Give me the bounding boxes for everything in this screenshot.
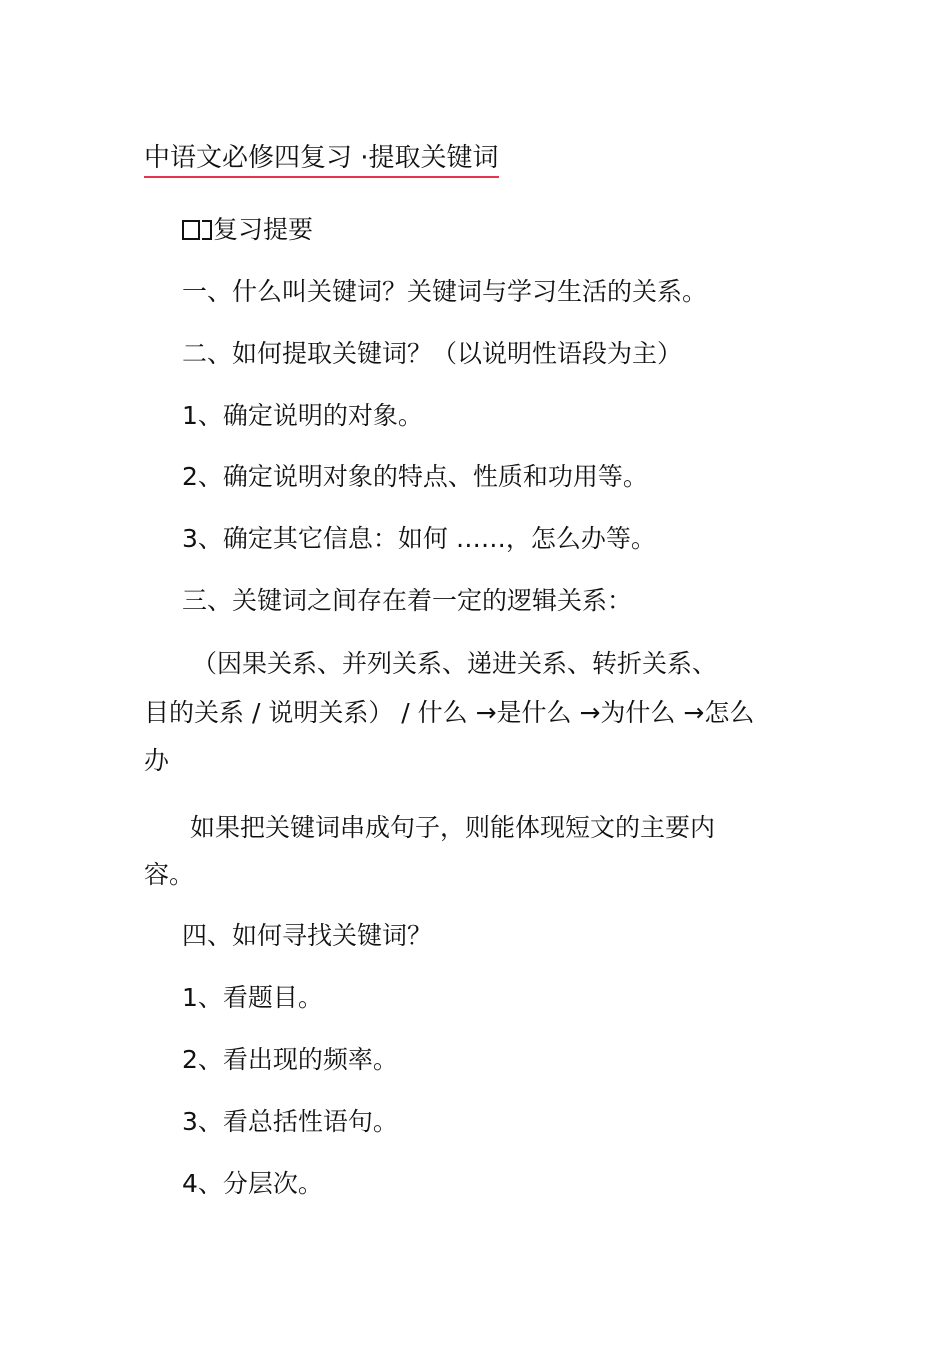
- page-title: 中语文必修四复习 ·提取关键词: [144, 142, 499, 178]
- section-three-note-line-1: 如果把关键词串成句子，则能体现短文的主要内: [190, 813, 716, 842]
- section-four-item-2: 2、看出现的频率。: [182, 1045, 398, 1074]
- section-one: 一、什么叫关键词？关键词与学习生活的关系。: [182, 277, 708, 306]
- summary-heading-row: [182, 214, 313, 246]
- section-four-item-3: 3、看总括性语句。: [182, 1107, 398, 1136]
- checkbox-glyph: [182, 220, 200, 240]
- section-four-item-4: 4、分层次。: [182, 1169, 323, 1198]
- section-three-note-line-2: 容。: [144, 860, 195, 889]
- checkbox-glyph-partial: [202, 220, 212, 240]
- summary-heading: 复习提要: [213, 215, 314, 244]
- section-three-detail-line-3: 办: [144, 746, 170, 775]
- section-two-item-1: 1、确定说明的对象。: [182, 401, 423, 430]
- section-three-detail-line-1: （因果关系、并列关系、递进关系、转折关系、: [192, 649, 718, 678]
- section-two: 二、如何提取关键词？（以说明性语段为主）: [182, 339, 683, 368]
- section-two-item-2: 2、确定说明对象的特点、性质和功用等。: [182, 462, 648, 491]
- section-three: 三、关键词之间存在着一定的逻辑关系：: [182, 586, 633, 615]
- section-two-item-3: 3、确定其它信息：如何 ……，怎么办等。: [182, 524, 656, 553]
- section-four: 四、如何寻找关键词？: [182, 921, 433, 950]
- section-three-detail-line-2: 目的关系 / 说明关系） / 什么 →是什么 →为什么 →怎么: [144, 698, 755, 727]
- section-four-item-1: 1、看题目。: [182, 983, 323, 1012]
